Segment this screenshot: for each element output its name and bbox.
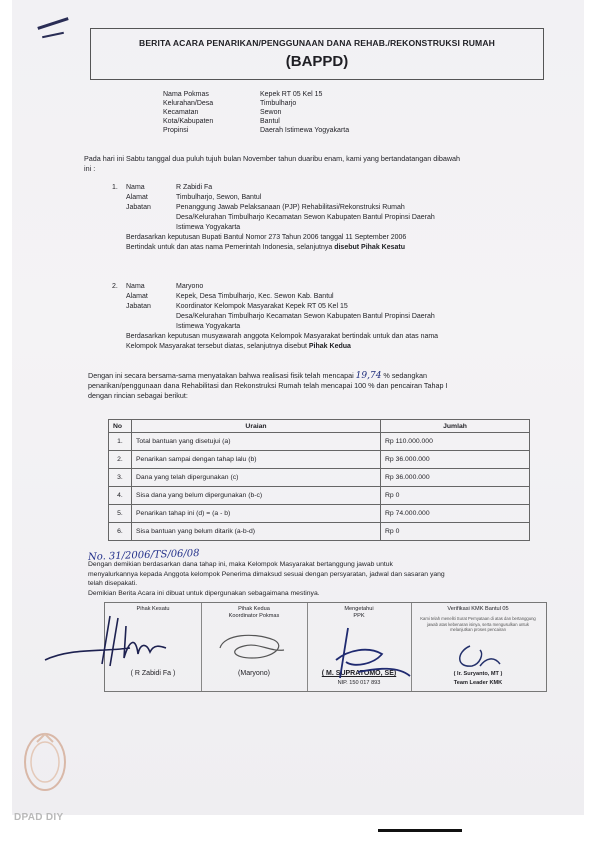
signature-verifier: Verifikasi KMK Bantul 05 Kami telah meneliti Surat Pernyataan di atas dan bertanggung jawab atas kebenaran isinya, serta mengusulkan untuk melanjutkan proses pencairan ( Ir. Suryanto, MT ) Team Leader KMK xyxy=(411,603,545,691)
seal-logo xyxy=(22,728,68,798)
handwritten-reference: No. 31/2006/TS/06/08 xyxy=(87,548,200,563)
signer-name: ( Ir. Suryanto, MT ) xyxy=(453,671,503,677)
identity-row: Nama Pokmas Kepek RT 05 Kel 15 xyxy=(163,91,323,98)
table-row: 5. Penarikan tahap ini (d) = (a - b) Rp 74.000.000 xyxy=(109,505,530,523)
document-title: BERITA ACARA PENARIKAN/PENGGUNAAN DANA REHAB./REKONSTRUKSI RUMAH xyxy=(139,38,495,48)
pen-mark xyxy=(37,17,68,30)
closing-paragraph: Dengan demikian berdasarkan dana tahap ini, maka Kelompok Masyarakat bertanggung jawab untuk menyalurkannya kepada Anggota kelompok Penerima dimaksud sesuai dengan persyaratan, jadwal dan sasaran yang telah disepakati. Demikian Berita Acara ini dibuat untuk dipergunakan sebagaimana mestinya. xyxy=(88,561,445,597)
identity-row: Kecamatan Sewon xyxy=(163,109,282,116)
identity-row: Kelurahan/Desa Timbulharjo xyxy=(163,100,297,107)
signature-party-one: Pihak Kesatu ( R Zabidi Fa ) xyxy=(105,603,202,691)
table-row: 1. Total bantuan yang disetujui (a) Rp 110.000.000 xyxy=(109,433,530,451)
table-row: 2. Penarikan sampai dengan tahap lalu (b) Rp 36.000.000 xyxy=(109,451,530,469)
table-row: 3. Dana yang telah dipergunakan (c) Rp 36.000.000 xyxy=(109,469,530,487)
title-box xyxy=(90,28,544,80)
party-two: 2. Nama Maryono Alamat Kepek, Desa Timbulharjo, Kec. Sewon Kab. Bantul Jabatan Koordinator Kelompok Masyarakat Kepek RT 05 Kel 15 Desa/Kelurahan Timbulharjo Kecamatan Sewon Kabupaten Bantul Propinsi Daerah Istimewa Yogyakarta Berdasarkan keputusan musyawarah anggota Kelompok Masyarakat bertindak untuk dan atas nama Kelompok Masyarakat tersebut diatas, selanjutnya disebut Pihak Kedua xyxy=(112,283,439,350)
table-header-row: No Uraian Jumlah xyxy=(109,420,530,433)
signer-name: ( R Zabidi Fa ) xyxy=(130,670,176,677)
signer-name: ( M. SUPRATOMO, SE) xyxy=(321,670,397,677)
watermark: DPAD DIY xyxy=(14,812,64,823)
signer-title: Team Leader KMK xyxy=(453,680,503,686)
signer-nip: NIP. 150 017 893 xyxy=(337,680,381,686)
table-row: 4. Sisa dana yang belum dipergunakan (b-c) Rp 0 xyxy=(109,487,530,505)
pen-mark xyxy=(42,32,64,39)
signature-table xyxy=(104,602,547,692)
party-two-name: Maryono xyxy=(176,283,204,290)
party-one-name: R Zabidi Fa xyxy=(176,184,213,191)
fund-table xyxy=(108,419,530,541)
handwritten-percent: 19,74 xyxy=(355,371,382,381)
identity-row: Propinsi Daerah Istimewa Yogyakarta xyxy=(163,127,350,134)
party-one: 1. Nama R Zabidi Fa Alamat Timbulharjo, Sewon, Bantul Jabatan Penanggung Jawab Pelaksanaan (PJP) Rehabilitasi/Rekonstruksi Rumah Desa/Kelurahan Timbulharjo Kecamatan Sewon Kabupaten Bantul Propinsi Daerah Istimewa Yogyakarta Berdasarkan keputusan Bupati Bantul Nomor 273 Tahun 2006 tanggal 11 September 2006 Bertindak untuk dan atas nama Pemerintah Indonesia, selanjutnya disebut Pihak Kesatu xyxy=(112,184,435,251)
intro-paragraph: Pada hari ini Sabtu tanggal dua puluh tujuh bulan November tahun duaribu enam, kami yang bertandatangan dibawah ini : xyxy=(84,154,461,173)
table-row: 6. Sisa bantuan yang belum ditarik (a-b-d) Rp 0 xyxy=(109,523,530,541)
signature-ppk: Mengetahui PPK ( M. SUPRATOMO, SE) NIP. 150 017 893 xyxy=(307,603,412,691)
identity-block xyxy=(163,90,349,135)
agreement-paragraph: Dengan ini secara bersama-sama menyatakan bahwa realisasi fisik telah mencapai 19,74 % sedangkan penarikan/penggunaan dana Rehabilitasi dan Rekonstruksi Rumah telah mencapai 100 % dan pencairan Tahap I dengan rincian sebagai berikut: xyxy=(88,371,448,400)
signer-name: (Maryono) xyxy=(238,670,270,677)
bottom-bar xyxy=(378,829,462,832)
signature-party-two: Pihak Kedua Koordinator Pokmas (Maryono) xyxy=(201,603,308,691)
document-subtitle: (BAPPD) xyxy=(285,53,349,70)
identity-row: Kota/Kabupaten Bantul xyxy=(163,118,280,125)
